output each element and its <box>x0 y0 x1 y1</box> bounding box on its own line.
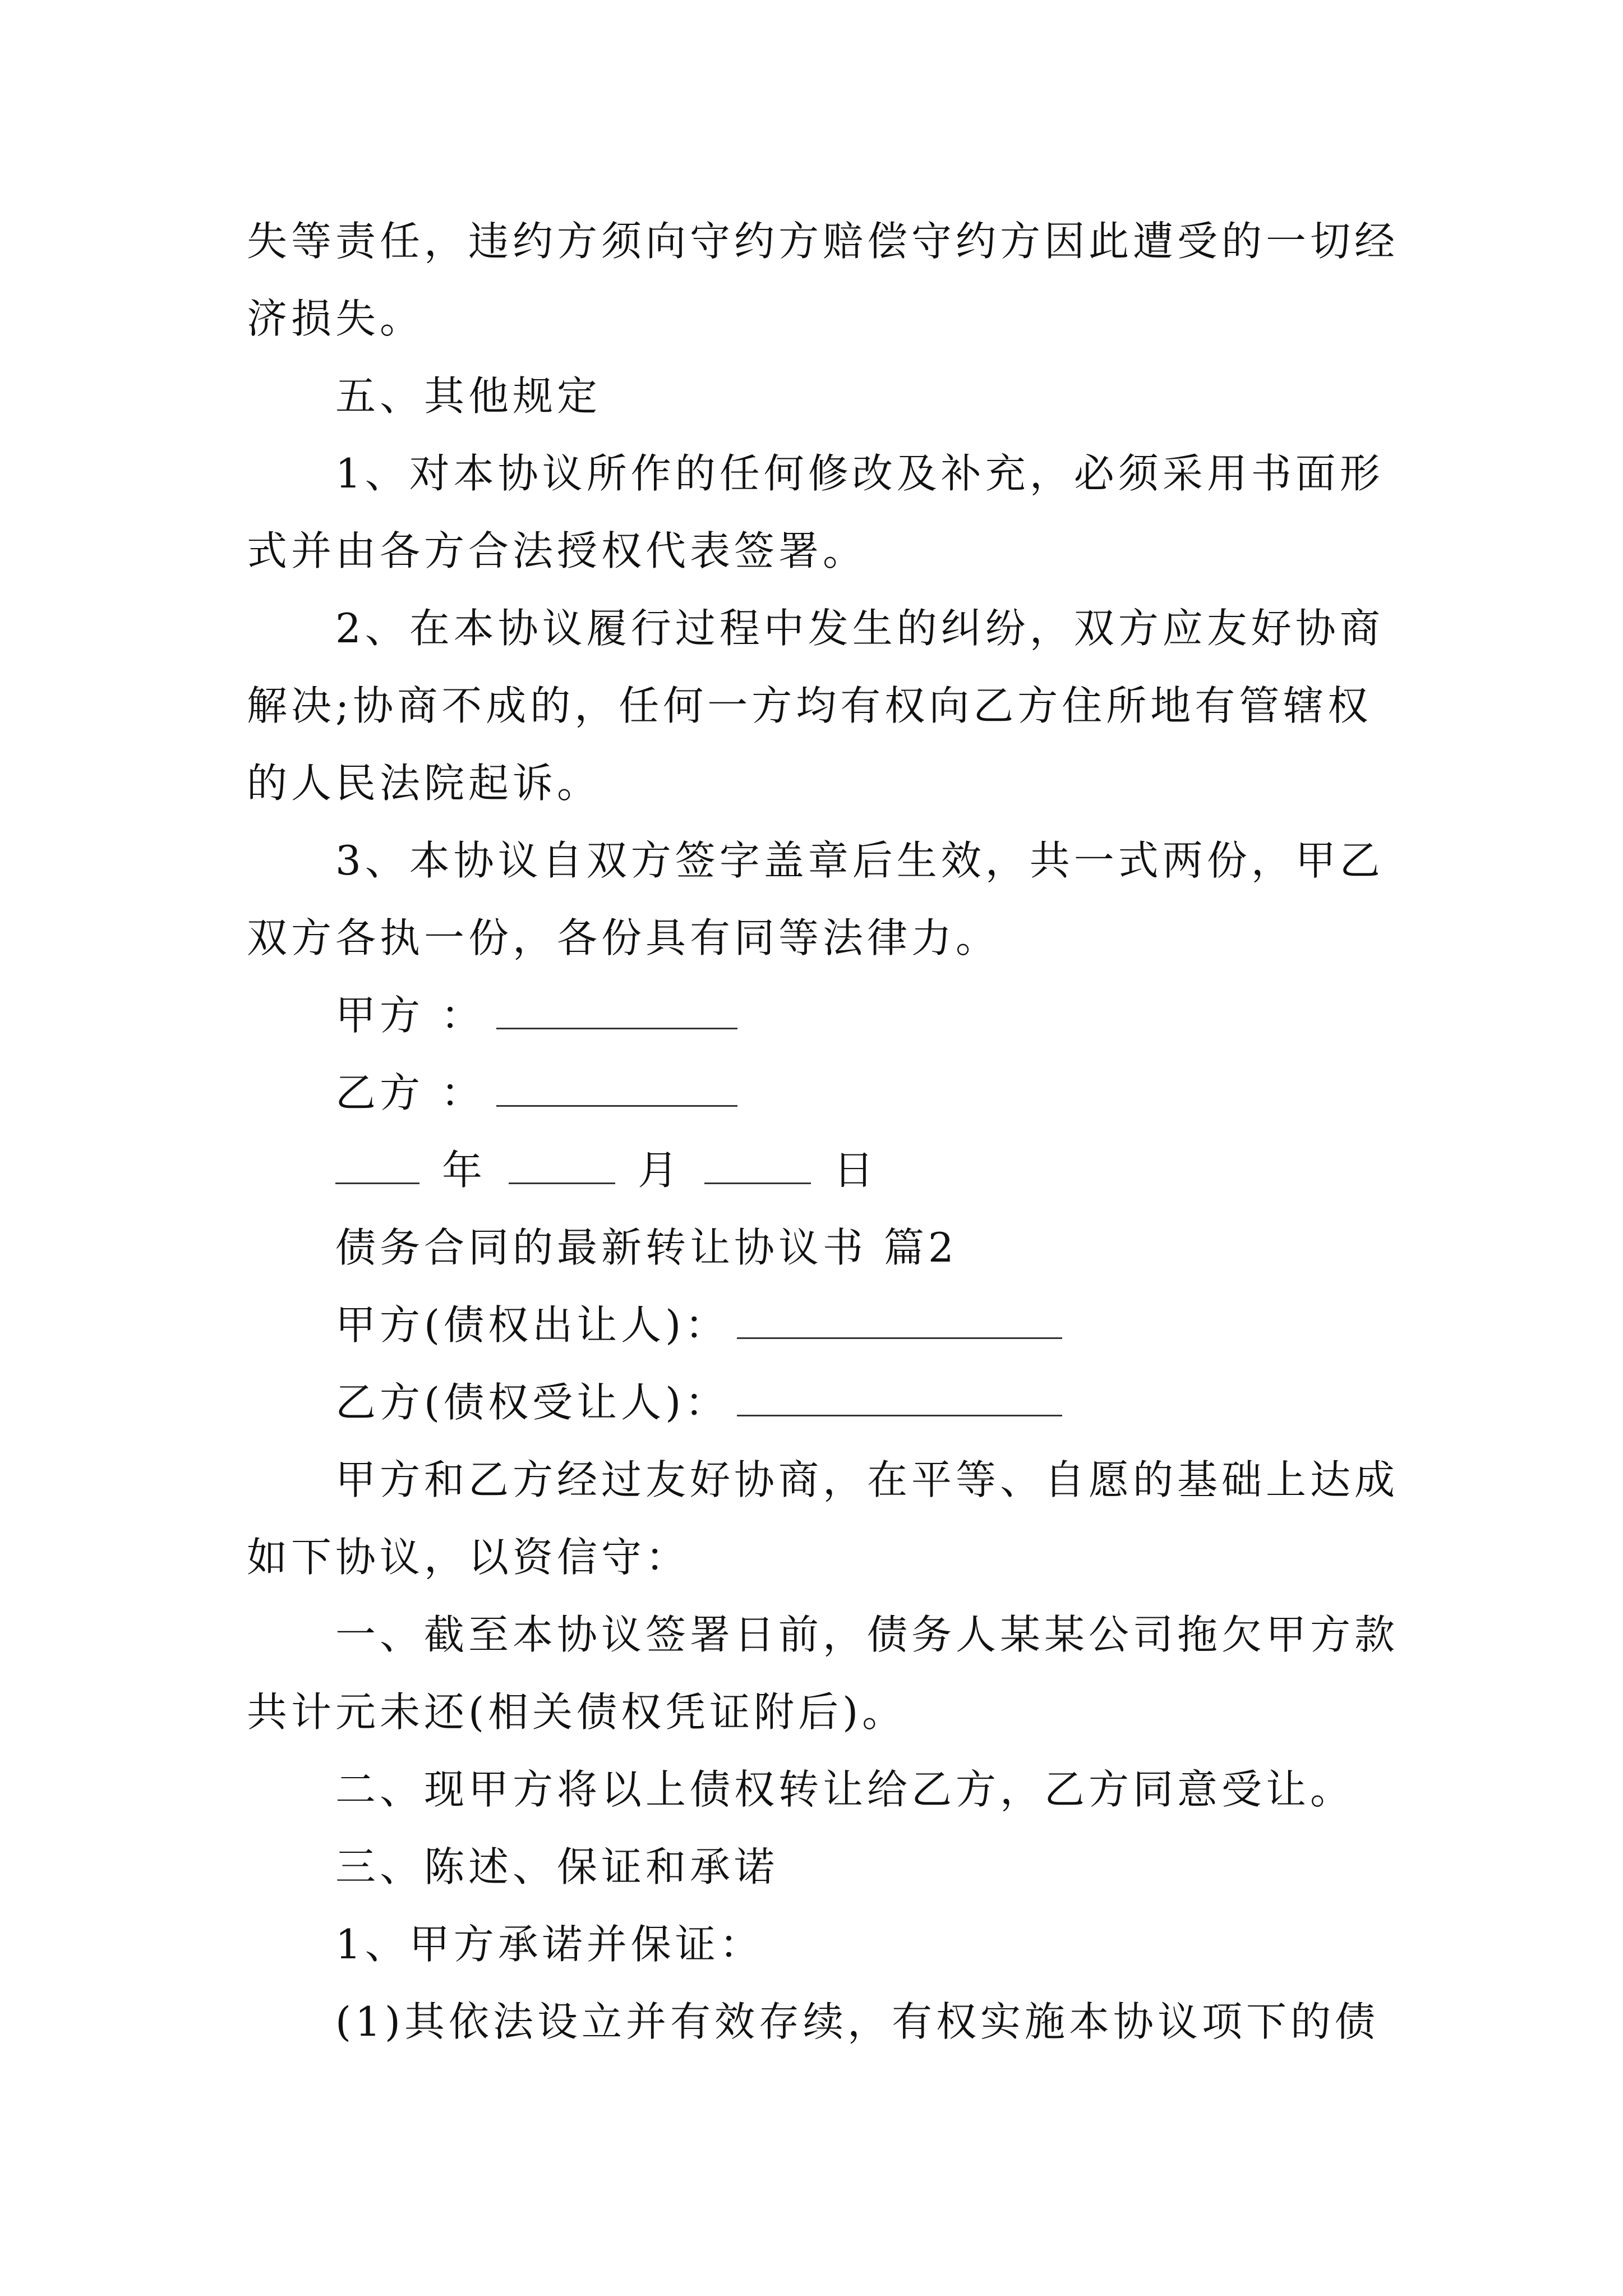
paragraph-line: 共计元未还(相关债权凭证附后)。 <box>247 1688 907 1736</box>
paragraph-line: (1)其依法设立并有效存续，有权实施本协议项下的债 <box>335 1998 1379 2045</box>
party-b-signature-row <box>335 1065 737 1121</box>
paragraph-line: 3、本协议自双方签字盖章后生效，共一式两份，甲乙 <box>335 837 1384 884</box>
paragraph-line: 甲方和乙方经过友好协商，在平等、自愿的基础上达成 <box>335 1456 1399 1503</box>
year-label: 年 <box>442 1147 487 1194</box>
party-a-label: 甲方 ： <box>335 992 485 1039</box>
day-label: 日 <box>833 1147 878 1194</box>
paragraph-line: 如下协议，以资信守： <box>247 1534 690 1581</box>
party-a-signature-blank[interactable] <box>496 995 737 1029</box>
section-heading: 五、其他规定 <box>335 372 602 420</box>
assignor-row <box>335 1297 1062 1353</box>
party-b-label: 乙方 ： <box>335 1069 485 1116</box>
assignor-blank[interactable] <box>737 1305 1062 1339</box>
paragraph-line: 式并由各方合法授权代表签署。 <box>247 527 868 574</box>
section-2-title: 债务合同的最新转让协议书 篇2 <box>335 1224 958 1271</box>
assignee-row <box>335 1374 1062 1430</box>
paragraph-line: 双方各执一份，各份具有同等法律力。 <box>247 914 1000 961</box>
paragraph-line: 一、截至本协议签署日前，债务人某某公司拖欠甲方款 <box>335 1611 1399 1658</box>
paragraph-line: 的人民法院起诉。 <box>247 760 602 807</box>
section-heading: 三、陈述、保证和承诺 <box>335 1843 779 1890</box>
paragraph-line: 解决;协商不成的，任何一方均有权向乙方住所地有管辖权 <box>247 682 1372 729</box>
party-a-signature-row <box>335 987 737 1043</box>
date-row <box>335 1142 878 1198</box>
paragraph-line: 济损失。 <box>247 295 425 342</box>
paragraph-line: 二、现甲方将以上债权转让给乙方，乙方同意受让。 <box>335 1766 1355 1813</box>
month-blank[interactable] <box>509 1150 615 1184</box>
party-b-signature-blank[interactable] <box>496 1073 737 1107</box>
paragraph-line: 失等责任，违约方须向守约方赔偿守约方因此遭受的一切经 <box>247 218 1399 265</box>
assignee-blank[interactable] <box>737 1382 1062 1416</box>
paragraph-line: 1、甲方承诺并保证： <box>335 1921 764 1968</box>
paragraph-line: 1、对本协议所作的任何修改及补充，必须采用书面形 <box>335 450 1384 497</box>
month-label: 月 <box>638 1147 683 1194</box>
assignor-label: 甲方(债权出让人)： <box>335 1301 730 1349</box>
paragraph-line: 2、在本协议履行过程中发生的纠纷，双方应友好协商 <box>335 605 1384 652</box>
assignee-label: 乙方(债权受让人)： <box>335 1379 730 1426</box>
day-blank[interactable] <box>704 1150 811 1184</box>
year-blank[interactable] <box>335 1150 419 1184</box>
